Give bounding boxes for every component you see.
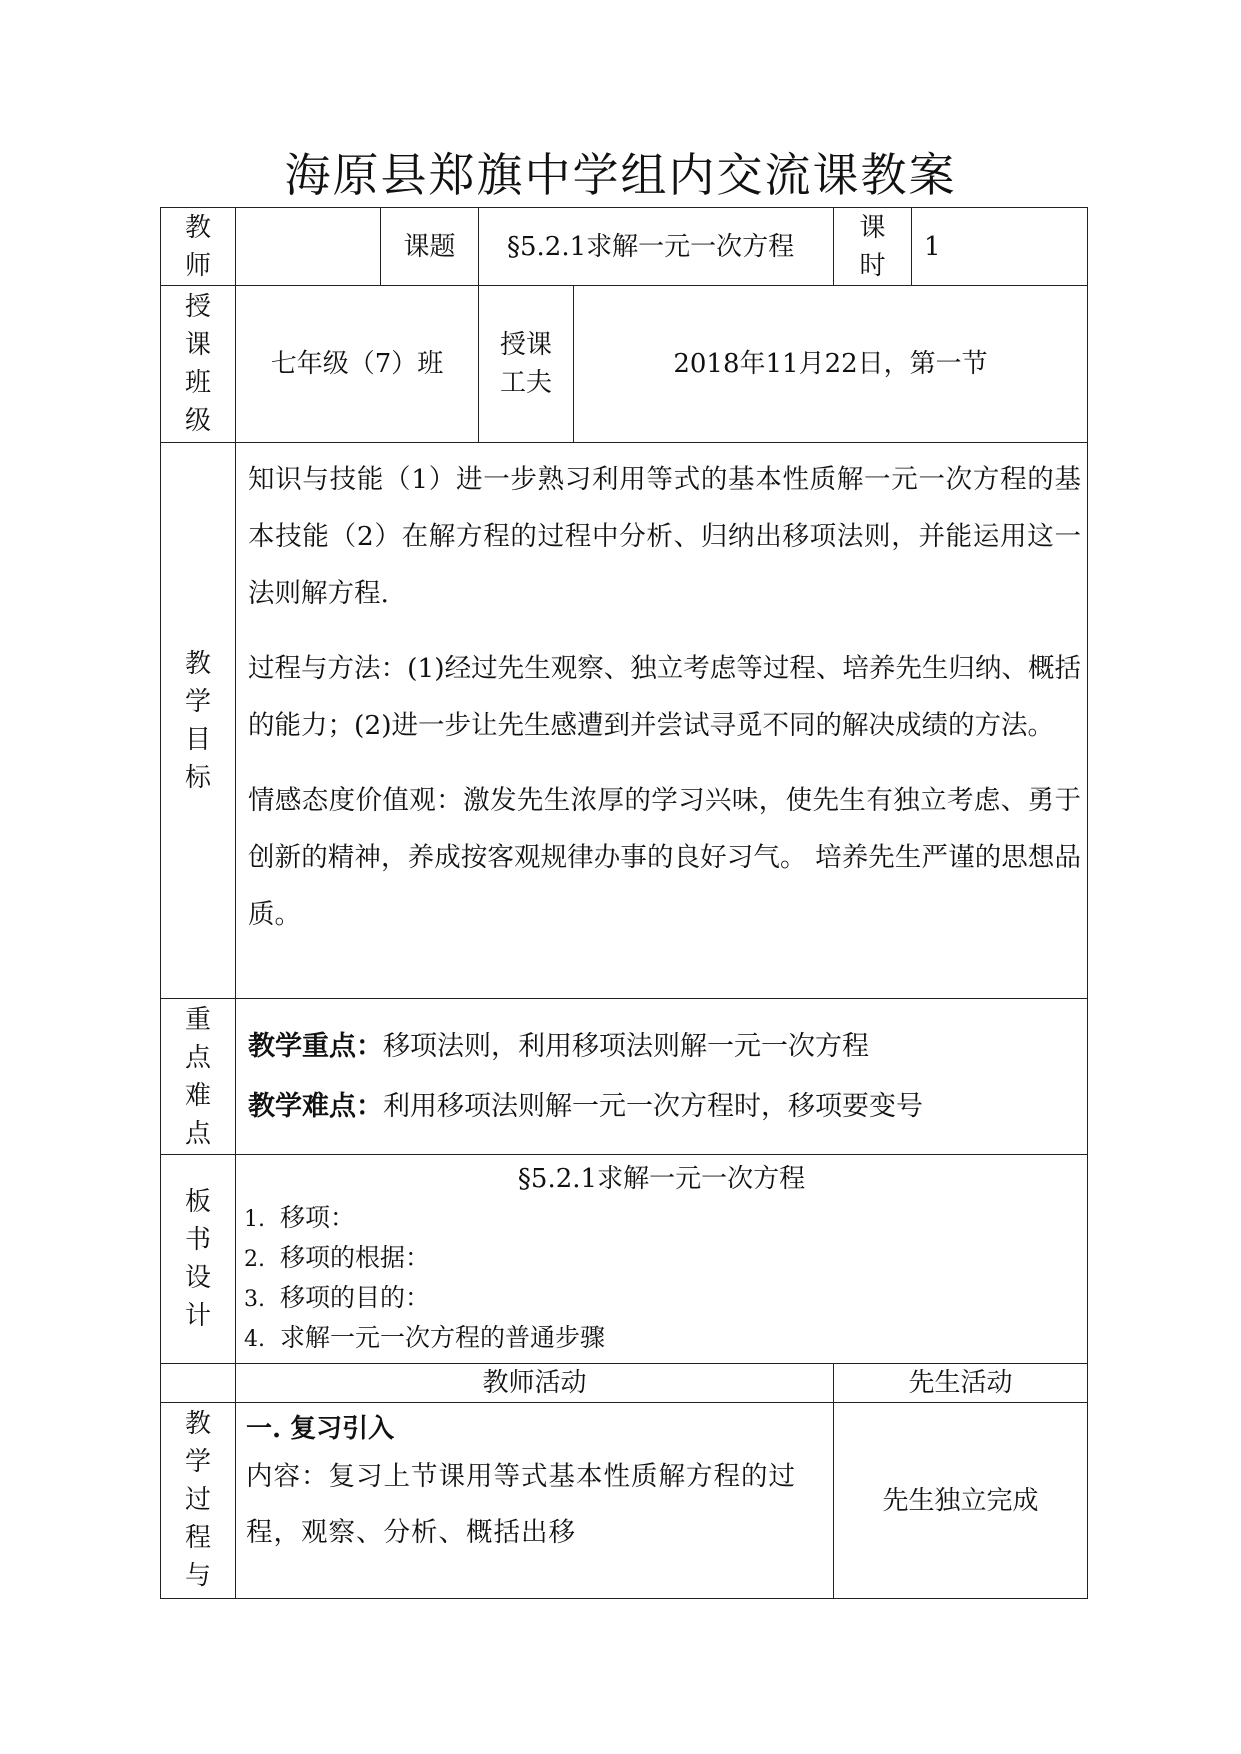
board-label: 板 书 设 计 <box>161 1155 236 1364</box>
time-value: 2018年11月22日，第一节 <box>574 286 1088 443</box>
student-activity-content: 先生独立完成 <box>834 1403 1088 1599</box>
teacher-activity-content <box>236 1403 834 1599</box>
objective-knowledge: 知识与技能（1）进一步熟习利用等式的基本性质解一元一次方程的基本技能（2）在解方程的过程中分析、归纳出移项法则，并能运用这一法则解方程. <box>248 464 1081 609</box>
teaching-focus: 教学重点：移项法则，利用移项法则解一元一次方程 <box>248 1030 869 1062</box>
list-item: 3. 移项的目的： <box>244 1283 431 1312</box>
keypoints-content <box>236 999 1088 1155</box>
class-value: 七年级（7）班 <box>236 286 479 443</box>
list-item: 2. 移项的根据： <box>244 1243 431 1272</box>
teaching-difficulty: 教学难点：利用移项法则解一元一次方程时，移项要变号 <box>248 1090 923 1122</box>
teacher-activity-header: 教师活动 <box>236 1364 834 1403</box>
class-label: 授 课 班 级 <box>161 286 236 443</box>
hours-label: 课 时 <box>834 208 912 286</box>
objectives-content <box>236 443 1088 999</box>
objective-attitude: 情感态度价值观：激发先生浓厚的学习兴味，使先生有独立考虑、勇于创新的精神，养成按客观规律办事的良好习气。 培养先生严谨的思想品质。 <box>248 785 1081 930</box>
list-item: 1. 移项： <box>244 1203 356 1232</box>
topic-value: §5.2.1求解一元一次方程 <box>479 208 834 286</box>
keypoints-label: 重 点 难 点 <box>161 999 236 1155</box>
list-item: 4. 求解一元一次方程的普通步骤 <box>244 1323 606 1352</box>
student-activity-header: 先生活动 <box>834 1364 1088 1403</box>
process-label: 教 学 过 程 与 <box>161 1403 236 1599</box>
hours-value: 1 <box>912 208 1088 286</box>
page-title: 海原县郑旗中学组内交流课教案 <box>284 148 957 202</box>
review-content: 内容：复习上节课用等式基本性质解方程的过程，观察、分析、概括出移 <box>246 1461 796 1548</box>
board-title: §5.2.1求解一元一次方程 <box>517 1164 806 1194</box>
time-label: 授课 工夫 <box>479 286 574 443</box>
objective-process: 过程与方法：(1)经过先生观察、独立考虑等过程、培养先生归纳、概括的能力；(2)进一步让先生感遭到并尝试寻觅不同的解决成绩的方法。 <box>248 653 1081 741</box>
lesson-plan-table <box>160 207 1088 1599</box>
teacher-value <box>236 208 381 286</box>
section-title: 一. 复习引入 <box>246 1414 395 1444</box>
objectives-label: 教 学 目 标 <box>161 443 236 999</box>
teacher-label: 教 师 <box>161 208 236 286</box>
topic-label: 课题 <box>381 208 479 286</box>
activities-header-blank <box>161 1364 236 1403</box>
board-content <box>236 1155 1088 1364</box>
